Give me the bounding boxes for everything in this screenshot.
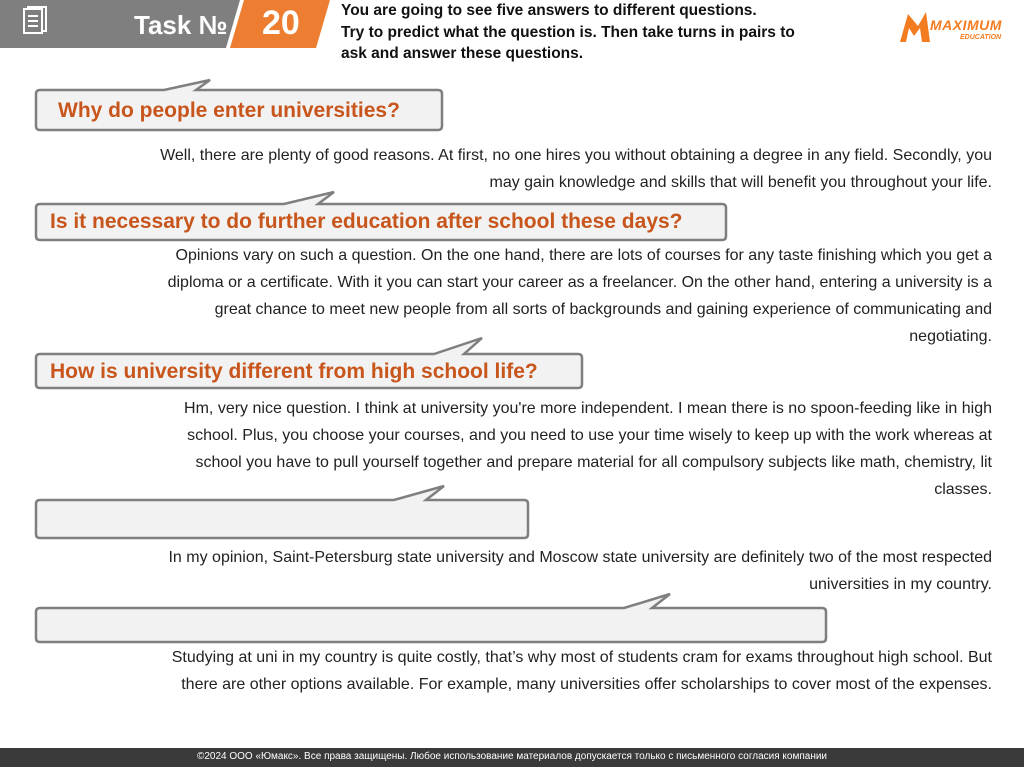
answer-line: school you have to pull yourself together and prepare material for all compulsory subjects like math, chemistry, lit [195,454,992,471]
logo-subtitle: EDUCATION [960,34,1002,41]
answer-line: Studying at uni in my country is quite costly, that’s why most of students cram for exams throughout high school. But [171,649,992,666]
answer-line: universities in my country. [809,576,992,593]
answer-line: school. Plus, you choose your courses, and you need to use your time wisely to keep up with the work whereas at [187,427,992,444]
question-bubble-4 [34,484,532,540]
answer-line: diploma or a certificate. With it you can start your career as a freelancer. On the other hand, entering a university is a [167,274,992,291]
answer-line: Opinions vary on such a question. On the one hand, there are lots of courses for any taste finishing which you get a [175,247,992,264]
question-text-1: Why do people enter universities? [58,99,400,122]
maximum-education-logo [896,6,1021,46]
answer-2 [30,242,992,350]
instruction-line: Try to predict what the question is. Then take turns in pairs to [341,23,795,41]
answer-line: negotiating. [909,328,992,345]
instruction-line: You are going to see five answers to different questions. [341,2,757,19]
question-text-3: How is university different from high school life? [50,360,538,383]
logo-emblem-icon [898,8,932,44]
answer-line: Well, there are plenty of good reasons. At first, no one hires you without obtaining a degree in any field. Secondly, you [160,147,992,164]
logo-name: MAXIMUM [930,17,1002,33]
answer-5 [30,644,992,698]
answer-line: classes. [934,481,992,498]
question-text-2: Is it necessary to do further education after school these days? [50,210,683,233]
answer-1 [30,142,992,196]
answer-line: In my opinion, Saint-Petersburg state university and Moscow state university are definitely two of the most respected [168,549,992,566]
document-icon [18,5,50,37]
answer-line: Hm, very nice question. I think at university you're more independent. I mean there is no spoon-feeding like in high [184,400,992,417]
copyright-text: ©2024 ООО «Юмакс». Все права защищены. Любое использование материалов допускается только с письменного согласия компании [196,751,828,762]
footer-bar [0,748,1024,767]
question-bubble-5 [34,592,830,646]
instruction-line: ask and answer these questions. [341,45,584,62]
task-label: Task № [134,10,228,40]
answer-line: may gain knowledge and skills that will benefit you throughout your life. [489,174,992,191]
answer-line: great chance to meet new people from all sorts of backgrounds and gaining experience of communicating and [214,301,992,318]
answer-4 [30,544,992,598]
task-number: 20 [262,4,300,42]
task-instructions [341,0,881,65]
answer-line: there are other options available. For example, many universities offer scholarships to cover most of the expenses. [181,676,992,693]
